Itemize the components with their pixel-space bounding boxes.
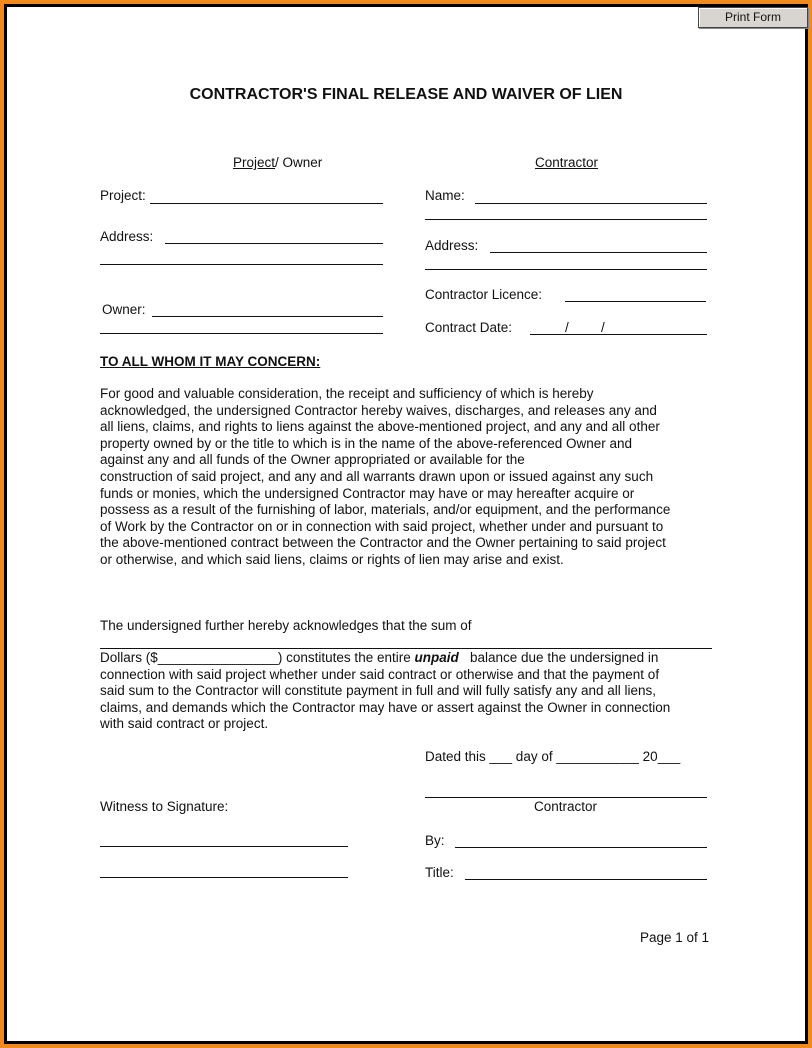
name-field-2[interactable] — [425, 219, 707, 220]
unpaid-emphasis: unpaid — [414, 650, 459, 665]
name-label: Name: — [425, 188, 465, 203]
contractor-address-field-2[interactable] — [425, 269, 707, 270]
paragraph-line: For good and valuable consideration, the receipt and sufficiency of which is hereby — [100, 386, 594, 401]
by-field[interactable] — [455, 847, 707, 848]
paragraph-line: of Work by the Contractor on or in connection with said project, whether under and pursuant to — [100, 518, 664, 534]
paragraph-line: connection with said project whether under said contract or otherwise and that the payment of — [100, 666, 660, 682]
paragraph-line: possess as a result of the furnishing of labor, materials, and/or equipment, and the performance — [100, 502, 671, 518]
paragraph-line: the above-mentioned contract between the Contractor and the Owner pertaining to said project — [100, 535, 666, 551]
paragraph-line: claims, and demands which the Contractor may have or assert against the Owner in connection — [100, 699, 671, 715]
date-separator: / — [601, 320, 605, 335]
dollars-mid: ) constitutes the entire — [277, 650, 415, 665]
witness-signature-field-2[interactable] — [100, 877, 348, 878]
contractor-address-label: Address: — [425, 238, 479, 253]
paragraph-line: acknowledged, the undersigned Contractor hereby waives, discharges, and releases any and — [100, 402, 657, 418]
address-label: Address: — [100, 229, 154, 244]
contract-date-label: Contract Date: — [425, 320, 513, 335]
dollars-suffix: balance due the undersigned in — [470, 650, 659, 665]
contractor-header: Contractor — [535, 155, 599, 170]
paragraph-line: against any and all funds of the Owner appropriated or available for the — [100, 452, 525, 468]
licence-label: Contractor Licence: — [425, 287, 543, 302]
address-field-1[interactable] — [165, 243, 383, 244]
owner-label: Owner: — [102, 302, 146, 317]
paragraph-line: all liens, claims, and rights to liens against the above-mentioned project, and any and all other — [100, 419, 660, 435]
project-header-label: Project — [233, 155, 276, 170]
dollars-line — [100, 650, 670, 667]
print-form-button[interactable]: Print Form — [698, 7, 808, 28]
document-title: CONTRACTOR'S FINAL RELEASE AND WAIVER OF LIEN — [189, 86, 623, 103]
project-label: Project: — [100, 188, 146, 203]
acknowledge-text: The undersigned further hereby acknowledges that the sum of — [100, 618, 472, 633]
paragraph-line: or otherwise, and which said liens, claims or rights of lien may arise and exist. — [100, 551, 564, 567]
contractor-signature-field[interactable] — [425, 797, 707, 798]
title-field[interactable] — [465, 879, 707, 880]
licence-field[interactable] — [565, 301, 706, 302]
paragraph-line: property owned by or the title to which is in the name of the above-referenced Owner and — [100, 435, 633, 451]
witness-signature-field-1[interactable] — [100, 846, 348, 847]
name-field-1[interactable] — [475, 203, 707, 204]
paragraph-line: said sum to the Contractor will constitute payment in full and will fully satisfy any and all liens, — [100, 683, 657, 699]
paragraph-line: construction of said project, and any and all warrants drawn upon or issued against any such — [100, 468, 654, 484]
owner-header-label: / Owner — [275, 155, 323, 170]
sum-words-field[interactable] — [100, 648, 712, 649]
paragraph-line: funds or monies, which the undersigned Contractor may have or may hereafter acquire or — [100, 485, 635, 501]
by-label: By: — [425, 833, 445, 848]
dollars-paragraph — [100, 650, 670, 733]
contract-date-field[interactable] — [530, 334, 707, 335]
dollars-prefix: Dollars ($ — [100, 650, 158, 665]
page-number: Page 1 of 1 — [640, 930, 710, 945]
title-label: Title: — [425, 865, 454, 880]
dollars-amount-field[interactable]: ________________ — [157, 650, 278, 665]
salutation: TO ALL WHOM IT MAY CONCERN: — [100, 354, 321, 369]
address-field-2[interactable] — [100, 264, 383, 265]
owner-field-2[interactable] — [100, 333, 383, 334]
project-field[interactable] — [150, 203, 383, 204]
dated-line[interactable]: Dated this ___ day of ___________ 20___ — [425, 749, 681, 764]
paragraph-line: with said contract or project. — [100, 716, 269, 732]
owner-field-1[interactable] — [152, 316, 383, 317]
contractor-address-field-1[interactable] — [490, 252, 707, 253]
release-paragraph — [100, 386, 670, 569]
date-separator: / — [565, 320, 569, 335]
witness-label: Witness to Signature: — [100, 799, 229, 814]
project-owner-header — [233, 155, 322, 171]
contractor-signature-label: Contractor — [534, 799, 598, 814]
